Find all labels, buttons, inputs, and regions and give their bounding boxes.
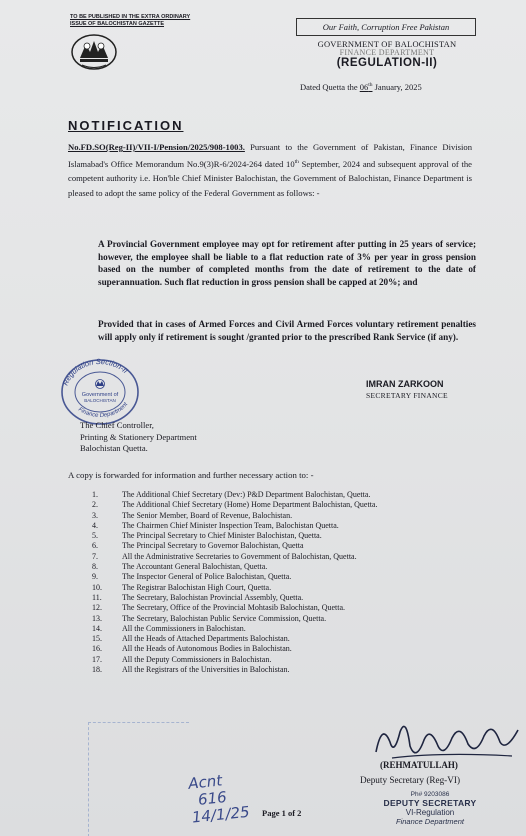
- notification-paragraph: [68, 140, 472, 201]
- motto-box: Our Faith, Corruption Free Pakistan: [296, 18, 476, 36]
- handwritten-line3: 14/1/25: [190, 802, 251, 827]
- list-item-number: 17.: [92, 654, 102, 664]
- addressee-line3: Balochistan Quetta.: [80, 443, 148, 453]
- addressee-line1: The Chief Controller,: [80, 420, 154, 430]
- list-item-number: 6.: [92, 541, 98, 551]
- paragraph-text-a: Pursuant to the Government of Pakistan, Finance Division Islamabad's Office Memorandum No.9(3)R-6/2024-264 dated 10: [68, 142, 472, 169]
- list-item: [92, 511, 377, 521]
- list-item-number: 11.: [92, 592, 102, 602]
- list-item-number: 12.: [92, 603, 102, 613]
- paragraph-text-b: September, 2024 and subsequent approval of the competent authority i.e. Hon'ble Chief Minister Balochistan, the Government of Balochistan, Finance Department is pleased to adopt the same policy of the Federal Government as follows: -: [68, 158, 472, 198]
- list-item-number: 13.: [92, 613, 102, 623]
- deputy-name: (REHMATULLAH): [380, 760, 458, 770]
- list-item: [92, 593, 377, 603]
- list-item-number: 7.: [92, 551, 98, 561]
- addressee-block: [80, 420, 197, 455]
- forward-text: A copy is forwarded for information and further necessary action to: -: [68, 470, 314, 480]
- paragraph-sup: th: [294, 158, 299, 165]
- handwritten-line2: 616: [197, 787, 228, 809]
- list-item-number: 8.: [92, 562, 98, 572]
- government-logo-icon: [70, 32, 118, 72]
- department-name: FINANCE DEPARTMENT: [339, 48, 435, 57]
- list-item-text: The Registrar Balochistan High Court, Quetta.: [122, 582, 272, 592]
- list-item-text: The Chairmen Chief Minister Inspection Team, Balochistan Quetta.: [122, 520, 339, 530]
- stamp-center-line1: Government of: [81, 392, 119, 398]
- section-name: (REGULATION-II): [336, 57, 438, 69]
- list-item-text: The Inspector General of Police Balochistan, Quetta.: [122, 572, 292, 582]
- gazette-note-line1: TO BE PUBLISHED IN THE EXTRA ORDINARY: [70, 14, 191, 20]
- list-item: [92, 490, 377, 500]
- handwritten-note: [188, 768, 265, 826]
- list-item-text: The Accountant General Balochistan, Quetta.: [122, 562, 268, 572]
- faint-stamp-outline: [88, 722, 189, 836]
- stamp-line2: VI-Regulation: [405, 808, 455, 817]
- date-day-suffix: th: [368, 82, 373, 89]
- stamp-line1: DEPUTY SECRETARY: [383, 798, 477, 808]
- signatory-name: IMRAN ZARKOON: [366, 379, 444, 389]
- list-item-text: The Secretary, Office of the Provincial Mohtasib Balochistan, Quetta.: [122, 603, 346, 613]
- date-suffix: January, 2025: [372, 82, 422, 92]
- list-item-text: All the Deputy Commissioners in Balochistan.: [122, 654, 272, 664]
- list-item: [92, 521, 377, 531]
- proviso-paragraph: Provided that in cases of Armed Forces and Civil Armed Forces voluntary retirement penalties will apply only if retirement is sought /granted prior to the prescribed Rank Service (if any).: [98, 319, 476, 342]
- date-day-value: 06: [359, 82, 369, 92]
- list-item-text: The Principal Secretary to Governor Balochistan, Quetta: [122, 541, 304, 551]
- stamp-center-line2: BALOCHISTAN: [84, 398, 116, 403]
- list-item-number: 2.: [92, 500, 98, 510]
- list-item: [92, 562, 377, 572]
- list-item-number: 18.: [92, 665, 102, 675]
- government-name: GOVERNMENT OF BALOCHISTAN: [317, 39, 457, 49]
- notification-title: NOTIFICATION: [68, 118, 184, 133]
- list-item: [92, 541, 377, 551]
- list-item: [92, 614, 377, 624]
- signatory-title: SECRETARY FINANCE: [366, 391, 448, 400]
- list-item-text: The Additional Chief Secretary (Dev:) P&D Department Balochistan, Quetta.: [122, 490, 371, 499]
- list-item-text: All the Commissioners in Balochistan.: [122, 623, 246, 633]
- stamp-phone: Ph# 9203086: [410, 791, 450, 798]
- list-item-number: 14.: [92, 623, 102, 633]
- list-item-text: All the Heads of Attached Departments Balochistan.: [122, 634, 290, 644]
- list-item-number: 4.: [92, 520, 98, 530]
- list-item: [92, 552, 377, 562]
- list-item-text: The Senior Member, Board of Revenue, Balochistan.: [122, 510, 293, 520]
- list-item: [92, 665, 377, 675]
- list-item-text: All the Registrars of the Universities in Balochistan.: [122, 665, 290, 675]
- list-item-text: The Principal Secretary to Chief Minister Balochistan, Quetta.: [122, 531, 322, 541]
- signature-icon: [372, 712, 522, 766]
- copy-list: [92, 490, 377, 675]
- date-day: [360, 82, 373, 92]
- list-item-number: 1.: [92, 490, 98, 499]
- reference-number: No.FD.SO(Reg-II)/VII-I/Pension/2025/908-1003.: [68, 142, 245, 152]
- list-item-text: All the Administrative Secretaries to Government of Balochistan, Quetta.: [122, 551, 357, 561]
- list-item-text: The Additional Chief Secretary (Home) Home Department Balochistan, Quetta.: [122, 500, 378, 510]
- list-item: [92, 634, 377, 644]
- date-prefix: Dated Quetta the: [300, 82, 360, 92]
- list-item: [92, 624, 377, 634]
- policy-paragraph: A Provincial Government employee may opt for retirement after putting in 25 years of service; however, the employee shall be liable to a flat reduction rate of 3% per year in gross pension based on the number of completed months from the date of retirement to the date of superannuation. Such flat reduction in gross pension shall be capped at 20%; and: [98, 239, 476, 287]
- gazette-note-line2: ISSUE OF BALOCHISTAN GAZETTE: [70, 21, 165, 27]
- list-item: [92, 583, 377, 593]
- date-line: [300, 82, 422, 92]
- department-stamp-icon: [58, 356, 142, 426]
- stamp-bottom-text: Finance Department: [77, 401, 130, 420]
- list-item-text: All the Heads of Autonomous Bodies in Balochistan.: [122, 644, 292, 654]
- list-item-number: 15.: [92, 634, 102, 644]
- list-item-number: 5.: [92, 531, 98, 541]
- stamp-line3: Finance Department: [396, 817, 464, 826]
- list-item-number: 16.: [92, 644, 102, 654]
- list-item-text: The Secretary, Balochistan Provincial Assembly, Quetta.: [122, 592, 304, 602]
- list-item-number: 10.: [92, 582, 102, 592]
- deputy-title: Deputy Secretary (Reg-VI): [360, 775, 460, 785]
- list-item-number: 9.: [92, 572, 98, 582]
- list-item-text: The Secretary, Balochistan Public Service Commission, Quetta.: [122, 613, 327, 623]
- addressee-line2: Printing & Stationery Department: [80, 431, 197, 442]
- handwritten-line1: Acnt: [187, 771, 224, 793]
- list-item-number: 3.: [92, 510, 98, 520]
- gazette-note: [70, 14, 220, 28]
- list-item: [92, 572, 377, 582]
- page-number: Page 1 of 2: [262, 808, 302, 818]
- list-item: [92, 500, 377, 510]
- list-item: [92, 531, 377, 541]
- list-item: [92, 655, 377, 665]
- list-item: [92, 644, 377, 654]
- stamp-ring-text: Regulation Section-II: [60, 356, 130, 387]
- list-item: [92, 603, 377, 613]
- deputy-stamp: [374, 791, 486, 826]
